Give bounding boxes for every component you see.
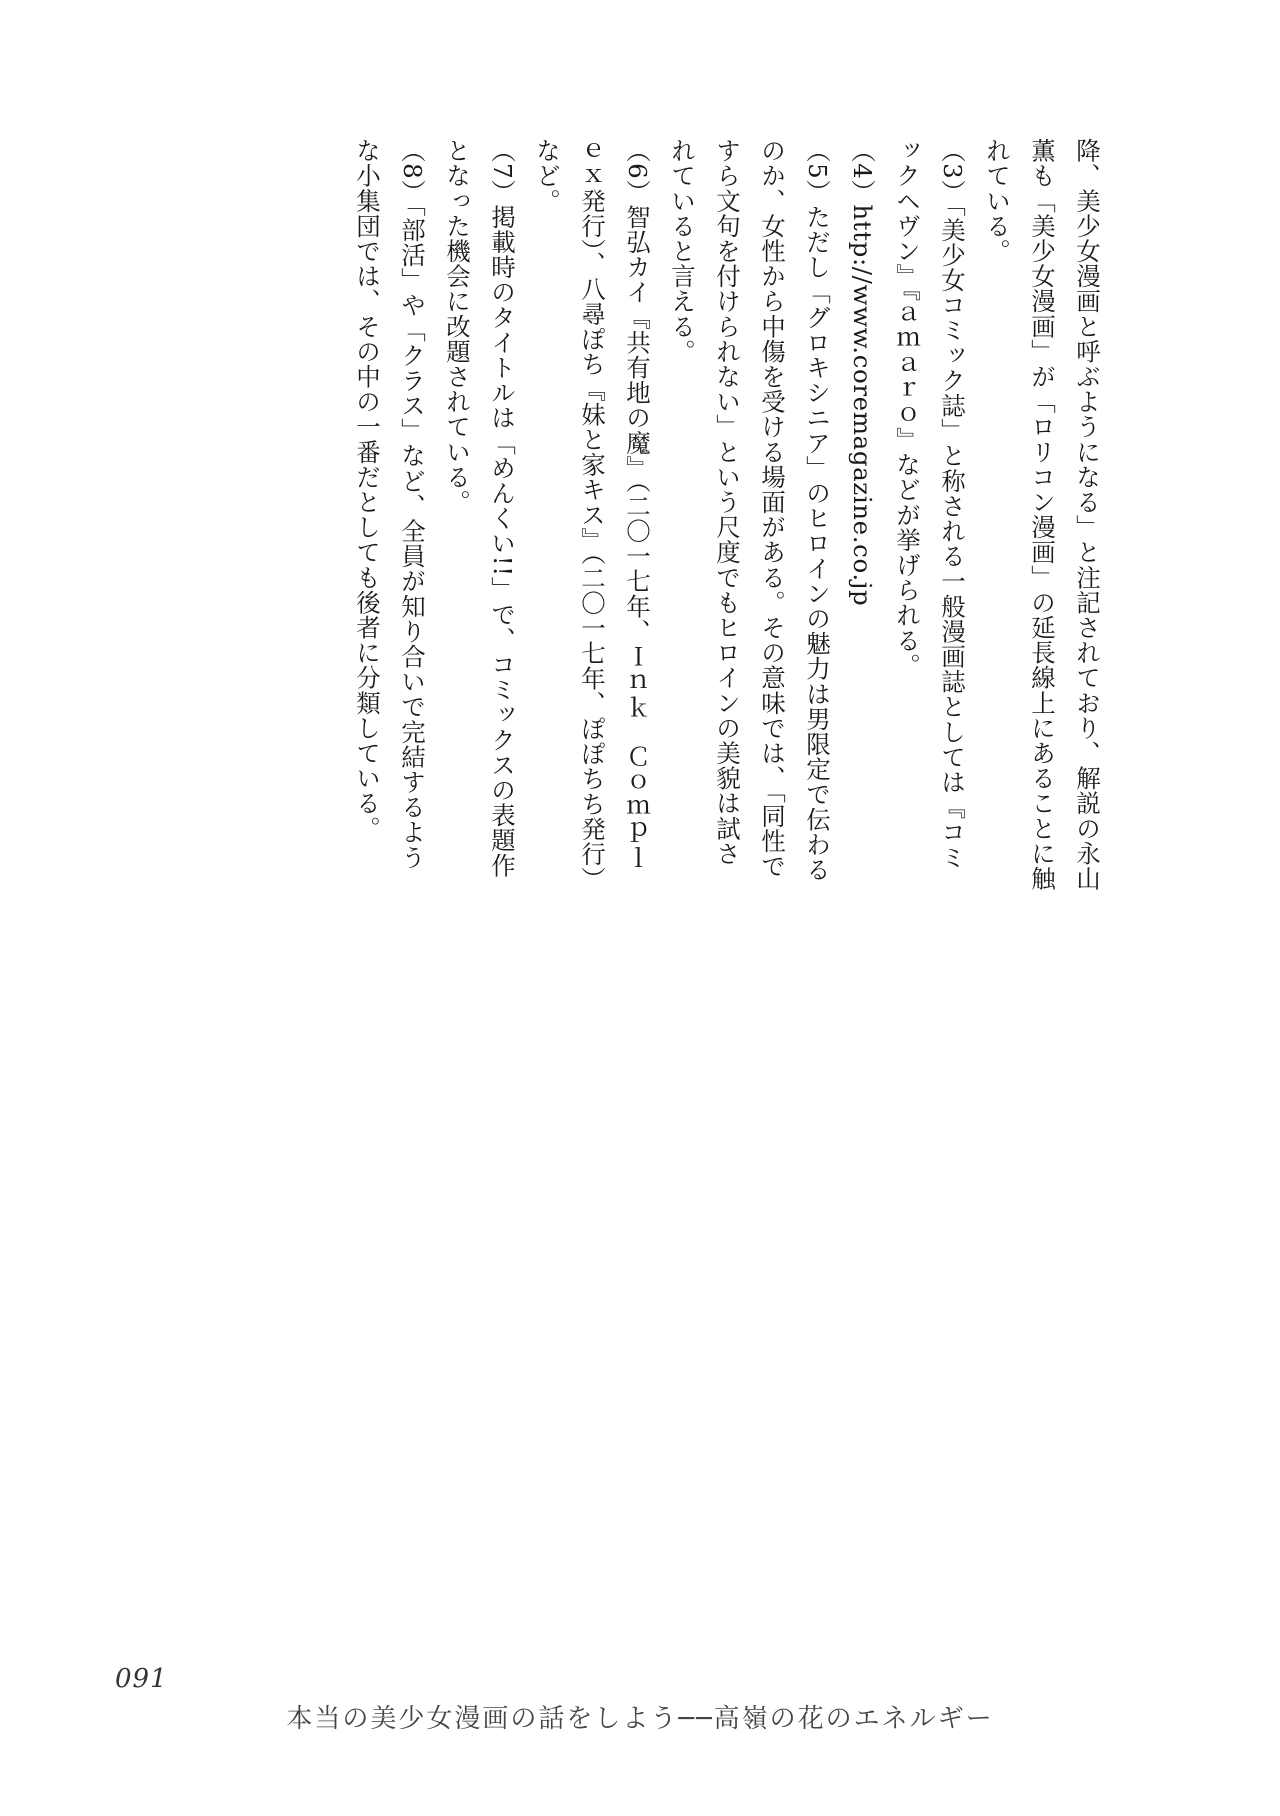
note-8-line-1: （8）「部活」や「クラス」など、全員が知り合いで完結するよう xyxy=(398,138,427,870)
note-3-line-1: （3）「美少女コミック誌」と称される一般漫画誌としては『コミ xyxy=(938,138,967,870)
running-title: 本当の美少女漫画の話をしよう──高嶺の花のエネルギー xyxy=(286,1704,994,1734)
note-6-line-3: など。 xyxy=(533,138,562,214)
note-5-line-2: のか、女性から中傷を受ける場面がある。その意味では、「同性で xyxy=(758,138,787,879)
note-8-line-2: な小集団では、その中の一番だとしても後者に分類している。 xyxy=(353,138,382,841)
note-5-line-4: れていると言える。 xyxy=(668,138,697,364)
note-7-line-1: （7）掲載時のタイトルは「めんくい!!」で、コミックスの表題作 xyxy=(488,138,517,878)
note-6-line-1: （6）智弘カイ『共有地の魔』（二〇一七年、Ｉｎｋ Ｃｏｍｐｌ xyxy=(623,138,652,870)
note-5-line-1: （5）ただし「グロキシニア」のヒロインの魅力は男限定で伝わる xyxy=(803,138,832,883)
page-number: 091 xyxy=(115,1664,168,1694)
notes-body xyxy=(345,138,1110,892)
body-line-3: れている。 xyxy=(983,138,1012,264)
note-6-line-2: ｅｘ発行）、八尋ぽち『妹と家キス』（二〇一七年、ぽぽちち発行） xyxy=(578,138,607,892)
note-7-line-2: となった機会に改題されている。 xyxy=(443,138,472,515)
note-5-line-3: すら文句を付けられない」という尺度でもヒロインの美貌は試さ xyxy=(713,138,742,866)
body-line-2: 薫も「美少女漫画」が「ロリコン漫画」の延長線上にあることに触 xyxy=(1028,138,1057,891)
note-4-line-1: （4）http://www.coremagazine.co.jp xyxy=(848,138,877,607)
body-line-1: 降、美少女漫画と呼ぶようになる」と注記されており、解説の永山 xyxy=(1073,138,1102,891)
note-3-line-2: ックヘヴン』『ａｍａｒｏ』などが挙げられる。 xyxy=(893,138,922,678)
